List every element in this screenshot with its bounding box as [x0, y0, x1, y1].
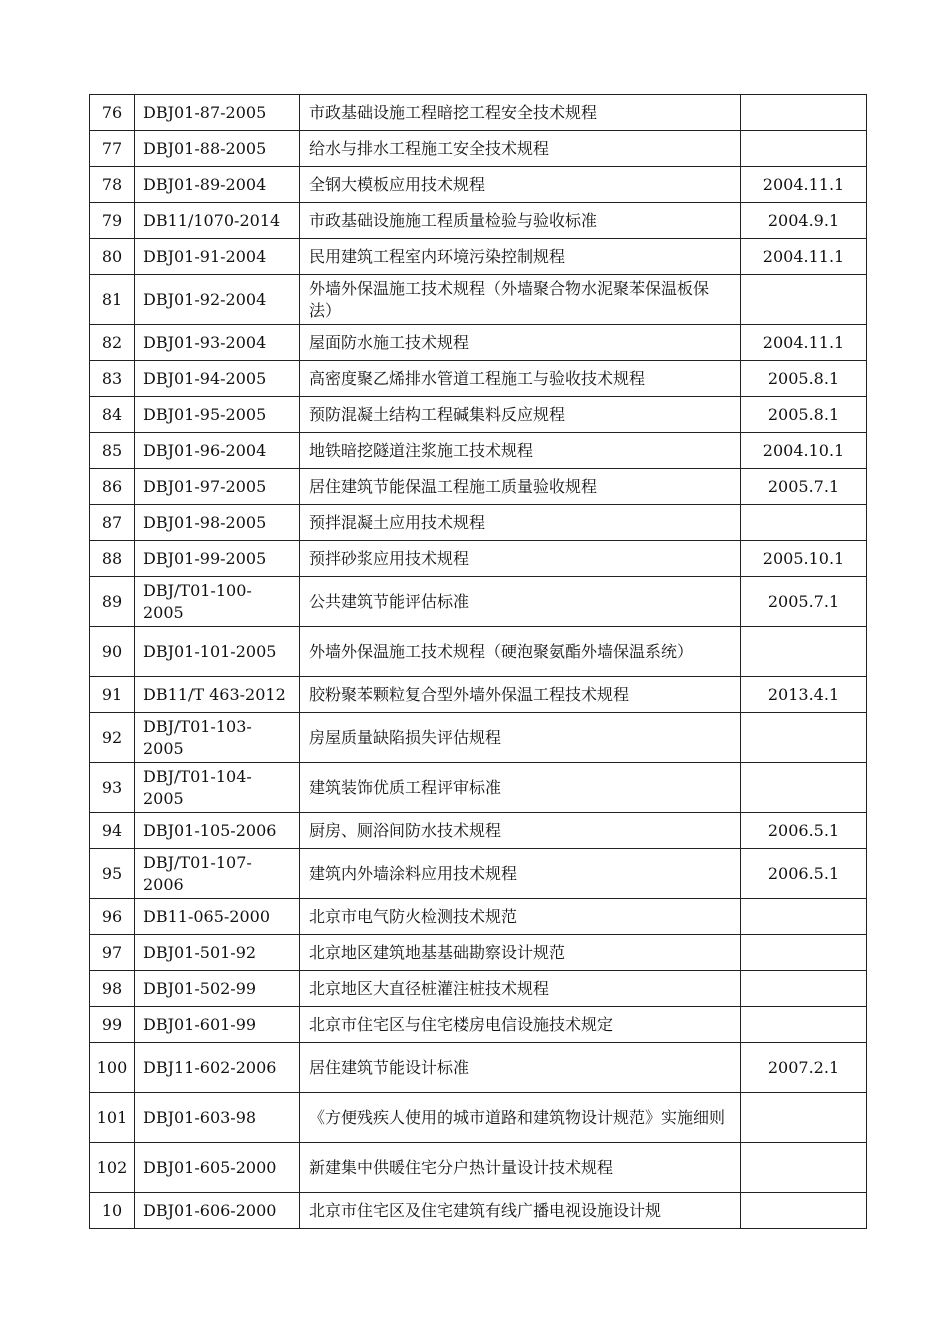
standard-name: 北京市住宅区与住宅楼房电信设施技术规定 [300, 1007, 741, 1043]
effective-date: 2004.9.1 [741, 203, 867, 239]
standard-name: 民用建筑工程室内环境污染控制规程 [300, 239, 741, 275]
row-number: 85 [90, 433, 135, 469]
row-number: 92 [90, 713, 135, 763]
effective-date: 2005.8.1 [741, 361, 867, 397]
table-row [90, 541, 867, 577]
standard-name: 《方便残疾人使用的城市道路和建筑物设计规范》实施细则 [300, 1093, 741, 1143]
row-number: 97 [90, 935, 135, 971]
table-row [90, 361, 867, 397]
effective-date [741, 899, 867, 935]
standard-code: DBJ11-602-2006 [135, 1043, 300, 1093]
row-number: 102 [90, 1143, 135, 1193]
standard-code: DBJ/T01-100-2005 [135, 577, 300, 627]
standard-code: DBJ01-96-2004 [135, 433, 300, 469]
standard-name: 市政基础设施施工程质量检验与验收标准 [300, 203, 741, 239]
standard-code: DBJ01-97-2005 [135, 469, 300, 505]
row-number: 81 [90, 275, 135, 325]
standard-name: 地铁暗挖隧道注浆施工技术规程 [300, 433, 741, 469]
effective-date [741, 275, 867, 325]
table-row [90, 167, 867, 203]
standard-name: 北京市住宅区及住宅建筑有线广播电视设施设计规 [300, 1193, 741, 1229]
effective-date [741, 131, 867, 167]
standard-code: DB11/T 463-2012 [135, 677, 300, 713]
table-row [90, 1093, 867, 1143]
effective-date: 2006.5.1 [741, 849, 867, 899]
table-row [90, 577, 867, 627]
standard-name: 预防混凝土结构工程碱集料反应规程 [300, 397, 741, 433]
standard-name: 厨房、厕浴间防水技术规程 [300, 813, 741, 849]
effective-date [741, 971, 867, 1007]
standard-name: 房屋质量缺陷损失评估规程 [300, 713, 741, 763]
table-row [90, 1007, 867, 1043]
row-number: 94 [90, 813, 135, 849]
table-row [90, 275, 867, 325]
row-number: 100 [90, 1043, 135, 1093]
standard-name: 建筑装饰优质工程评审标准 [300, 763, 741, 813]
table-row [90, 849, 867, 899]
standard-name: 预拌砂浆应用技术规程 [300, 541, 741, 577]
effective-date [741, 1143, 867, 1193]
table-row [90, 627, 867, 677]
row-number: 78 [90, 167, 135, 203]
table-row [90, 935, 867, 971]
row-number: 84 [90, 397, 135, 433]
row-number: 90 [90, 627, 135, 677]
effective-date [741, 1007, 867, 1043]
effective-date: 2005.7.1 [741, 469, 867, 505]
table-row [90, 203, 867, 239]
effective-date: 2005.10.1 [741, 541, 867, 577]
standard-code: DBJ01-603-98 [135, 1093, 300, 1143]
standard-code: DBJ01-88-2005 [135, 131, 300, 167]
row-number: 91 [90, 677, 135, 713]
table-row [90, 469, 867, 505]
standard-code: DBJ01-93-2004 [135, 325, 300, 361]
standard-name: 市政基础设施工程暗挖工程安全技术规程 [300, 95, 741, 131]
standard-code: DBJ01-95-2005 [135, 397, 300, 433]
row-number: 76 [90, 95, 135, 131]
standard-name: 北京地区大直径桩灌注桩技术规程 [300, 971, 741, 1007]
row-number: 88 [90, 541, 135, 577]
row-number: 99 [90, 1007, 135, 1043]
row-number: 98 [90, 971, 135, 1007]
standard-code: DBJ01-601-99 [135, 1007, 300, 1043]
standard-name: 居住建筑节能设计标准 [300, 1043, 741, 1093]
effective-date: 2005.7.1 [741, 577, 867, 627]
effective-date [741, 935, 867, 971]
standard-code: DB11-065-2000 [135, 899, 300, 935]
standard-name: 新建集中供暖住宅分户热计量设计技术规程 [300, 1143, 741, 1193]
standard-code: DBJ01-91-2004 [135, 239, 300, 275]
row-number: 80 [90, 239, 135, 275]
row-number: 95 [90, 849, 135, 899]
effective-date [741, 713, 867, 763]
standard-name: 北京市电气防火检测技术规范 [300, 899, 741, 935]
standard-name: 外墙外保温施工技术规程（硬泡聚氨酯外墙保温系统） [300, 627, 741, 677]
effective-date: 2004.11.1 [741, 239, 867, 275]
effective-date: 2006.5.1 [741, 813, 867, 849]
standard-code: DBJ01-105-2006 [135, 813, 300, 849]
table-row [90, 677, 867, 713]
row-number: 10 [90, 1193, 135, 1229]
table-row [90, 971, 867, 1007]
table-row [90, 713, 867, 763]
row-number: 77 [90, 131, 135, 167]
table-row [90, 1143, 867, 1193]
table-row [90, 1043, 867, 1093]
standard-name: 屋面防水施工技术规程 [300, 325, 741, 361]
standard-name: 建筑内外墙涂料应用技术规程 [300, 849, 741, 899]
standards-table [89, 94, 867, 1229]
effective-date [741, 1193, 867, 1229]
standard-name: 胶粉聚苯颗粒复合型外墙外保温工程技术规程 [300, 677, 741, 713]
standard-name: 居住建筑节能保温工程施工质量验收规程 [300, 469, 741, 505]
row-number: 93 [90, 763, 135, 813]
table-row [90, 433, 867, 469]
effective-date: 2004.11.1 [741, 325, 867, 361]
row-number: 79 [90, 203, 135, 239]
table-row [90, 505, 867, 541]
effective-date: 2004.10.1 [741, 433, 867, 469]
table-row [90, 325, 867, 361]
row-number: 89 [90, 577, 135, 627]
standard-code: DBJ01-502-99 [135, 971, 300, 1007]
table-row [90, 899, 867, 935]
effective-date [741, 763, 867, 813]
standard-code: DBJ01-98-2005 [135, 505, 300, 541]
row-number: 82 [90, 325, 135, 361]
standard-name: 北京地区建筑地基基础勘察设计规范 [300, 935, 741, 971]
standard-code: DBJ/T01-104-2005 [135, 763, 300, 813]
standard-code: DBJ01-87-2005 [135, 95, 300, 131]
table-row [90, 763, 867, 813]
standard-code: DBJ/T01-103-2005 [135, 713, 300, 763]
effective-date: 2013.4.1 [741, 677, 867, 713]
standard-code: DBJ01-605-2000 [135, 1143, 300, 1193]
standard-name: 全钢大模板应用技术规程 [300, 167, 741, 203]
table-row [90, 95, 867, 131]
standard-code: DBJ/T01-107-2006 [135, 849, 300, 899]
standard-name: 给水与排水工程施工安全技术规程 [300, 131, 741, 167]
standard-name: 公共建筑节能评估标准 [300, 577, 741, 627]
table-row [90, 239, 867, 275]
standard-name: 高密度聚乙烯排水管道工程施工与验收技术规程 [300, 361, 741, 397]
standard-code: DB11/1070-2014 [135, 203, 300, 239]
standard-code: DBJ01-99-2005 [135, 541, 300, 577]
row-number: 87 [90, 505, 135, 541]
row-number: 101 [90, 1093, 135, 1143]
standard-name: 外墙外保温施工技术规程（外墙聚合物水泥聚苯保温板保法） [300, 275, 741, 325]
effective-date [741, 627, 867, 677]
row-number: 86 [90, 469, 135, 505]
table-row [90, 397, 867, 433]
standard-code: DBJ01-92-2004 [135, 275, 300, 325]
standard-name: 预拌混凝土应用技术规程 [300, 505, 741, 541]
standard-code: DBJ01-501-92 [135, 935, 300, 971]
effective-date [741, 95, 867, 131]
standard-code: DBJ01-89-2004 [135, 167, 300, 203]
effective-date: 2004.11.1 [741, 167, 867, 203]
effective-date [741, 1093, 867, 1143]
standard-code: DBJ01-94-2005 [135, 361, 300, 397]
standard-code: DBJ01-606-2000 [135, 1193, 300, 1229]
standard-code: DBJ01-101-2005 [135, 627, 300, 677]
row-number: 96 [90, 899, 135, 935]
table-row [90, 1193, 867, 1229]
row-number: 83 [90, 361, 135, 397]
effective-date: 2007.2.1 [741, 1043, 867, 1093]
table-row [90, 131, 867, 167]
effective-date [741, 505, 867, 541]
table-row [90, 813, 867, 849]
effective-date: 2005.8.1 [741, 397, 867, 433]
